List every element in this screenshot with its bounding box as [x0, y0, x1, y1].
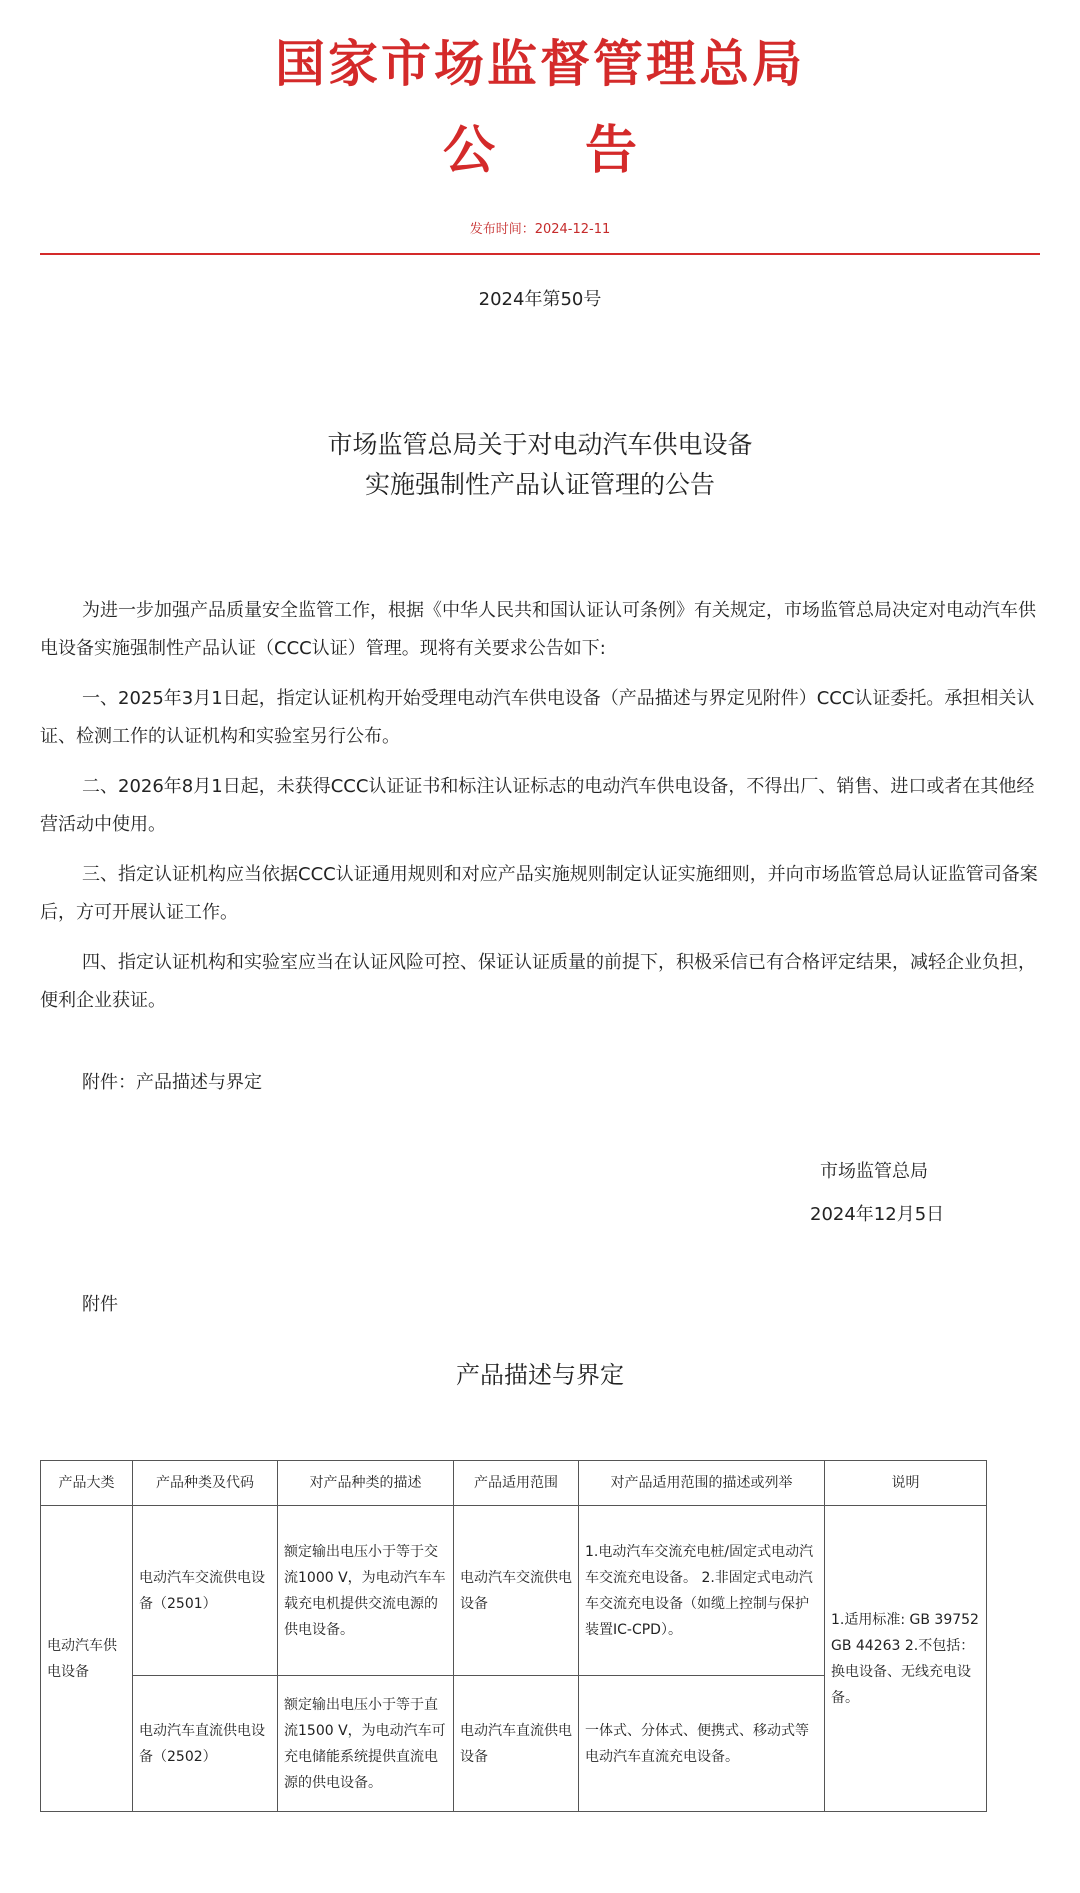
- table-header-row: [41, 1461, 987, 1506]
- paragraph-3: 三、指定认证机构应当依据CCC认证通用规则和对应产品实施规则制定认证实施细则，并向市场监管总局认证监管司备案后，方可开展认证工作。: [40, 864, 1038, 923]
- attachment-title: 产品描述与界定: [456, 1361, 624, 1389]
- attachment-label: 附件: [82, 1294, 118, 1315]
- paragraph-intro: 为进一步加强产品质量安全监管工作，根据《中华人民共和国认证认可条例》有关规定，市场监管总局决定对电动汽车供电设备实施强制性产品认证（CCC认证）管理。现将有关要求公告如下:: [40, 600, 1036, 659]
- table-row: [41, 1506, 987, 1676]
- signature-org: 市场监管总局: [820, 1161, 928, 1182]
- kind-cell: 电动汽车直流供电设备（2502）: [133, 1676, 278, 1812]
- table-header: 产品大类: [41, 1461, 133, 1506]
- title-line-2: 实施强制性产品认证管理的公告: [364, 470, 715, 499]
- table-header: 产品种类及代码: [133, 1461, 278, 1506]
- document-title: [0, 425, 1080, 505]
- kind-desc-cell: 额定输出电压小于等于直流1500 V，为电动汽车可充电储能系统提供直流电源的供电设备。: [278, 1676, 454, 1812]
- paragraph-2: 二、2026年8月1日起，未获得CCC认证证书和标注认证标志的电动汽车供电设备，不得出厂、销售、进口或者在其他经营活动中使用。: [40, 776, 1035, 835]
- announcement-heading: 公告: [442, 121, 727, 181]
- scope-desc-cell: 1.电动汽车交流充电桩/固定式电动汽车交流充电设备。 2.非固定式电动汽车交流充电设备（如缆上控制与保护装置IC-CPD）。: [579, 1506, 825, 1676]
- attachment-note: 附件：产品描述与界定: [82, 1072, 262, 1093]
- title-line-1: 市场监管总局关于对电动汽车供电设备: [327, 430, 753, 459]
- paragraph-4: 四、指定认证机构和实验室应当在认证风险可控、保证认证质量的前提下，积极采信已有合格评定结果，减轻企业负担，便利企业获证。: [40, 952, 1036, 1011]
- publish-date: 发布时间：2024-12-11: [469, 222, 611, 237]
- signature-date: 2024年12月5日: [810, 1204, 945, 1225]
- document-body: [40, 592, 1040, 1032]
- table-header: 说明: [825, 1461, 987, 1506]
- kind-desc-cell: 额定输出电压小于等于交流1000 V，为电动汽车车载充电机提供交流电源的供电设备。: [278, 1506, 454, 1676]
- red-divider: [40, 253, 1040, 255]
- doc-number: 2024年第50号: [478, 289, 602, 310]
- note-cell: 1.适用标准: GB 39752 GB 44263 2.不包括：换电设备、无线充电设备。: [825, 1506, 987, 1812]
- table-header: 对产品种类的描述: [278, 1461, 454, 1506]
- kind-cell: 电动汽车交流供电设备（2501）: [133, 1506, 278, 1676]
- table-header: 对产品适用范围的描述或列举: [579, 1461, 825, 1506]
- category-cell: 电动汽车供电设备: [41, 1506, 133, 1812]
- scope-desc-cell: 一体式、分体式、便携式、移动式等电动汽车直流充电设备。: [579, 1676, 825, 1812]
- agency-name: 国家市场监督管理总局: [275, 35, 805, 93]
- definition-table: [40, 1460, 987, 1812]
- scope-cell: 电动汽车直流供电设备: [454, 1676, 579, 1812]
- scope-cell: 电动汽车交流供电设备: [454, 1506, 579, 1676]
- table-header: 产品适用范围: [454, 1461, 579, 1506]
- paragraph-1: 一、2025年3月1日起，指定认证机构开始受理电动汽车供电设备（产品描述与界定见附件）CCC认证委托。承担相关认证、检测工作的认证机构和实验室另行公布。: [40, 688, 1035, 747]
